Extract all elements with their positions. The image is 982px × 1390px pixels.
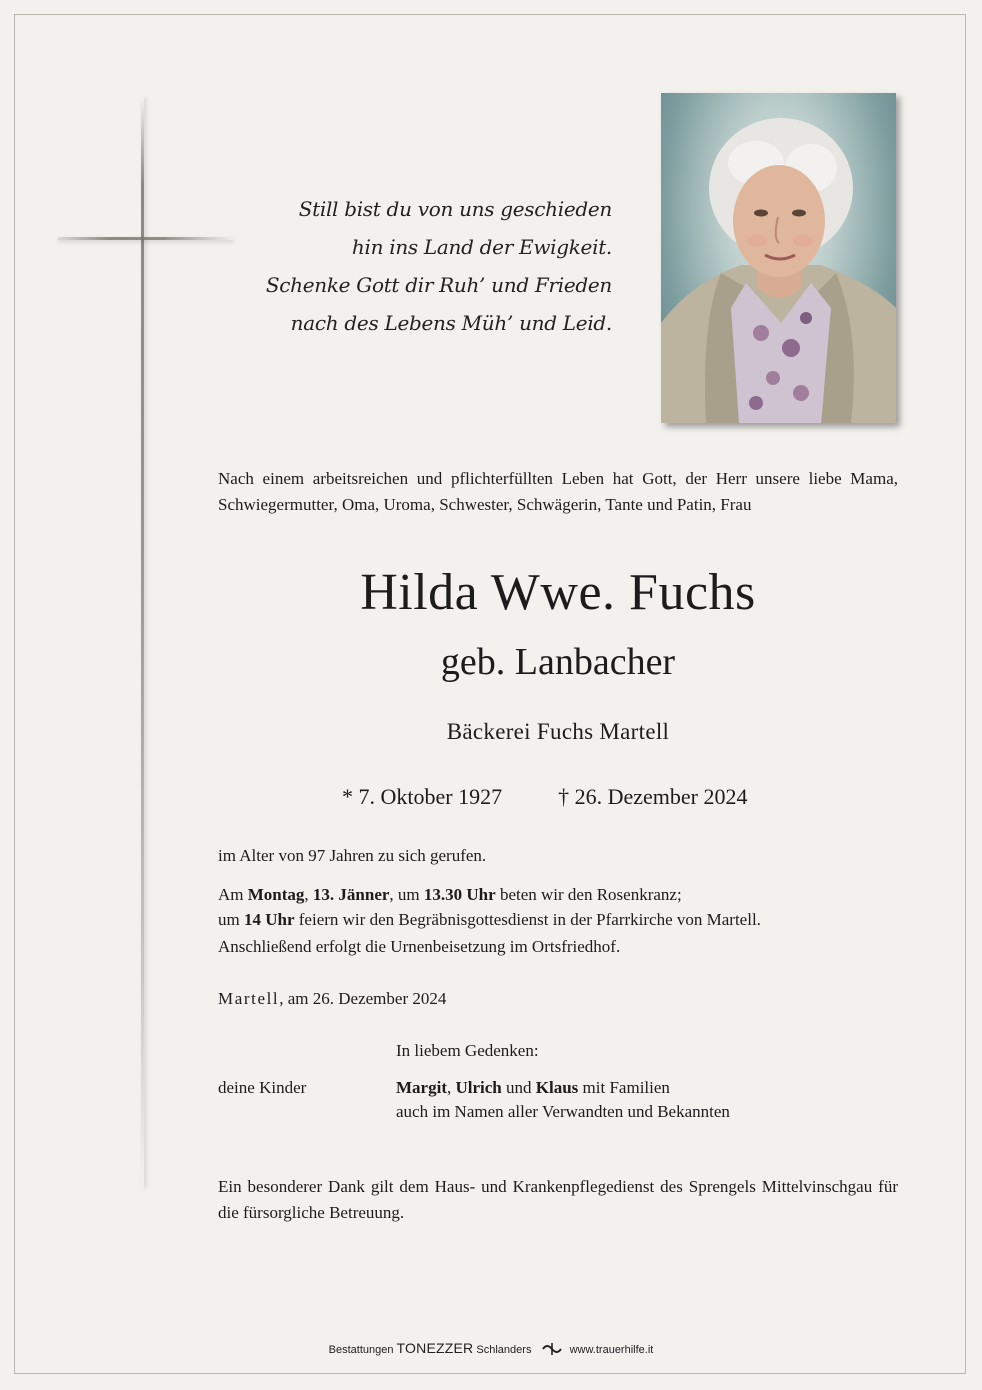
text-fragment: , um bbox=[389, 885, 424, 904]
text-fragment: um bbox=[218, 910, 244, 929]
poem-line: Still bist du von uns geschieden bbox=[298, 197, 612, 221]
remembrance-heading: In liebem Gedenken: bbox=[396, 1041, 539, 1060]
business-name: Bäckerei Fuchs Martell bbox=[446, 719, 670, 744]
footer-brand: TONEZZER bbox=[396, 1340, 474, 1356]
text-fragment: , bbox=[304, 885, 313, 904]
text-fragment: , bbox=[446, 1078, 456, 1097]
death-date: † 26. Dezember 2024 bbox=[558, 784, 748, 809]
funeral-logo-icon bbox=[541, 1342, 563, 1359]
service-line-3: Anschließend erfolgt die Urnenbeisetzung im Ortsfriedhof. bbox=[218, 937, 621, 956]
mourner-name: Margit bbox=[396, 1078, 447, 1097]
service-day: Montag bbox=[247, 885, 305, 904]
text-fragment: feiern wir den Begräbnisgottesdienst in der Pfarrkirche von Martell. bbox=[294, 910, 761, 929]
place-date-line bbox=[218, 986, 446, 1012]
poem-line: hin ins Land der Ewigkeit. bbox=[351, 235, 612, 259]
footer-city: Schlanders bbox=[476, 1344, 532, 1356]
cross-horizontal-beam bbox=[58, 237, 234, 240]
text-fragment: und bbox=[501, 1078, 536, 1097]
birth-date: * 7. Oktober 1927 bbox=[342, 784, 503, 809]
thanks-text: Ein besonderer Dank gilt dem Haus- und Krankenpflegedienst des Sprengels Mittelvinschgau für die fürsorgliche Betreuung. bbox=[218, 1177, 898, 1222]
intro-text: Nach einem arbeitsreichen und pflichterfüllten Leben hat Gott, der Herr unsere liebe Mama, Schwiegermutter, Oma, Uroma, Schwester, Schwägerin, Tante und Patin, Frau bbox=[218, 469, 898, 514]
mourners-names bbox=[396, 1075, 670, 1101]
mourners-label: deine Kinder bbox=[218, 1078, 307, 1097]
deceased-name: Hilda Wwe. Fuchs bbox=[360, 564, 756, 621]
poem bbox=[266, 190, 612, 342]
life-dates bbox=[342, 780, 747, 814]
poem-line: Schenke Gott dir Ruh’ und Frieden bbox=[265, 273, 612, 297]
service-line-1 bbox=[218, 882, 682, 908]
mourner-name: Ulrich bbox=[455, 1078, 502, 1097]
mass-time: 14 Uhr bbox=[243, 910, 295, 929]
text-fragment: Am bbox=[218, 885, 248, 904]
mourner-name: Klaus bbox=[535, 1078, 579, 1097]
service-date: 13. Jänner bbox=[312, 885, 390, 904]
text-fragment: mit Familien bbox=[578, 1078, 670, 1097]
poem-line: nach des Lebens Müh’ und Leid. bbox=[290, 311, 612, 335]
portrait-illustration bbox=[661, 93, 896, 423]
birth-name: geb. Lanbacher bbox=[440, 641, 676, 683]
text-fragment: beten wir den Rosenkranz; bbox=[495, 885, 682, 904]
footer-prefix: Bestattungen bbox=[328, 1344, 394, 1356]
service-line-2 bbox=[218, 907, 761, 933]
mourners-line-2: auch im Namen aller Verwandten und Bekannten bbox=[396, 1102, 730, 1121]
place-name: Martell bbox=[218, 989, 280, 1008]
age-line: im Alter von 97 Jahren zu sich gerufen. bbox=[218, 846, 487, 865]
footer-website[interactable]: www.trauerhilfe.it bbox=[569, 1344, 654, 1356]
portrait-photo bbox=[661, 93, 896, 423]
rosary-time: 13.30 Uhr bbox=[423, 885, 496, 904]
text-fragment: , am 26. Dezember 2024 bbox=[279, 989, 447, 1008]
footer bbox=[0, 1340, 982, 1359]
